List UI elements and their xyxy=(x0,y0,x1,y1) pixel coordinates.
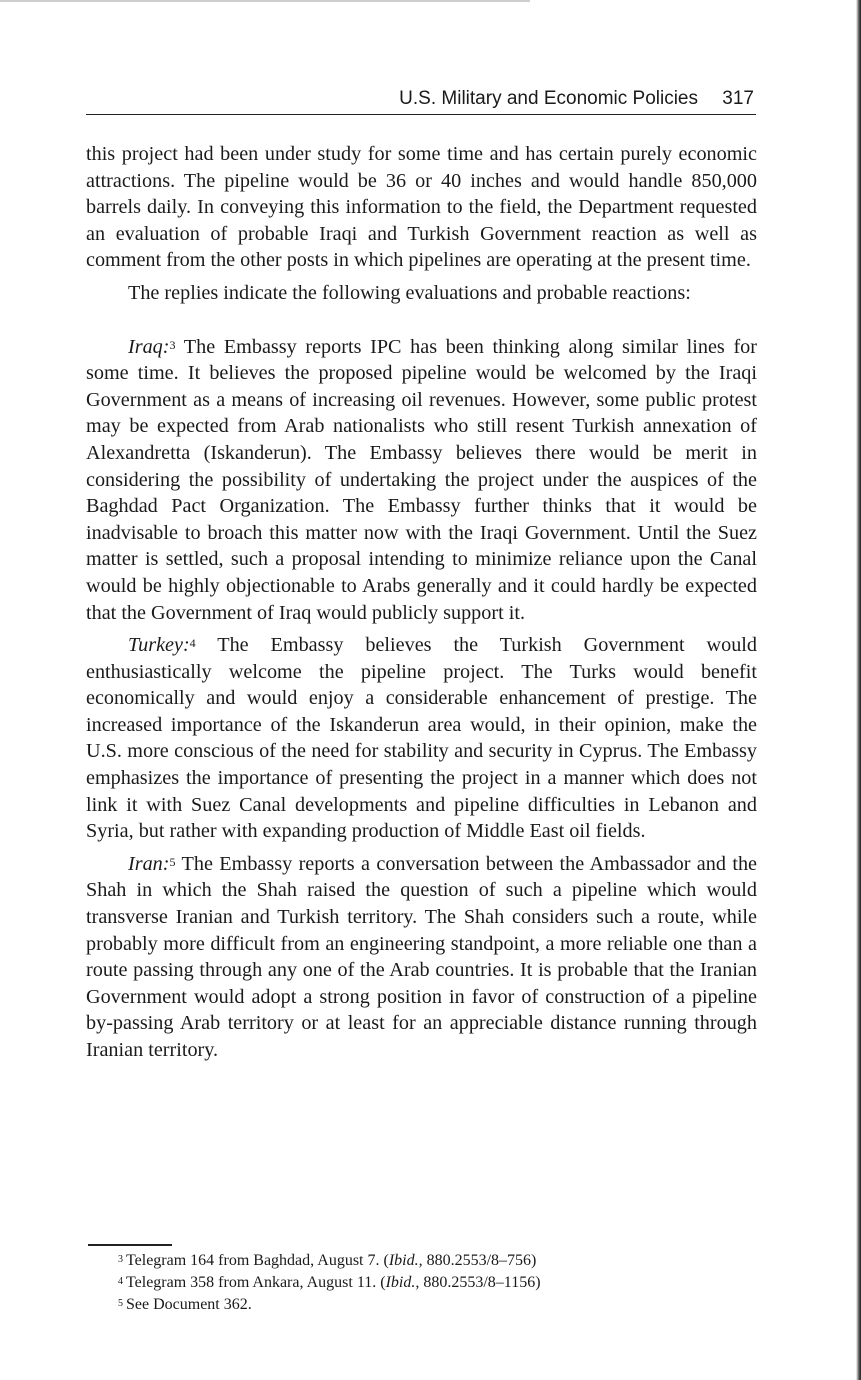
page-number: 317 xyxy=(722,88,754,109)
footnote-number: 5 xyxy=(118,1298,123,1309)
footnote-3 xyxy=(118,1250,738,1272)
footnote-text: Telegram 358 from Ankara, August 11. ( xyxy=(126,1274,386,1291)
scan-right-edge xyxy=(856,0,861,1380)
iran-label: Iran: xyxy=(128,852,170,875)
footnote-ref-4[interactable]: 4 xyxy=(189,636,196,651)
turkey-label: Turkey: xyxy=(128,634,190,657)
paragraph-iran xyxy=(86,851,757,1064)
footnote-divider xyxy=(88,1244,172,1246)
scan-top-edge xyxy=(0,0,530,2)
iraq-label: Iraq: xyxy=(128,335,170,358)
footnote-4 xyxy=(118,1272,738,1294)
footnote-number: 4 xyxy=(118,1276,123,1287)
footnote-ibid: Ibid., xyxy=(385,1274,420,1291)
footnote-5 xyxy=(118,1294,738,1316)
footnote-text: See Document 362. xyxy=(126,1296,252,1313)
footnote-text: Telegram 164 from Baghdad, August 7. ( xyxy=(126,1252,389,1269)
footnote-ibid: Ibid., xyxy=(388,1252,423,1269)
footnote-number: 3 xyxy=(118,1254,123,1265)
footnote-text: 880.2553/8–1156) xyxy=(419,1274,541,1291)
iraq-text: The Embassy reports IPC has been thinking along similar lines for some time. It believes the proposed pipeline would be welcomed by the Iraqi Government as a means of increasing oil revenues. However, some public protest may be expected from Arab nationalists who still resent Turkish annexation of Alexandretta (Iskanderun). The Embassy believes there would be merit in considering the possibility of undertaking the project under the auspices of the Baghdad Pact Organization. The Embassy further thinks that it would be inadvisable to broach this matter now with the Iraqi Government. Until the Suez matter is settled, such a proposal intending to minimize reliance upon the Canal would be highly objectionable to Arabs generally and it could hardly be expected that the Government of Iraq would publicly support it. xyxy=(86,335,757,624)
running-header xyxy=(86,86,756,115)
running-title: U.S. Military and Economic Policies xyxy=(399,88,698,109)
turkey-text: The Embassy believes the Turkish Government would enthusiastically welcome the pipeline project. The Turks would benefit economically and would enjoy a considerable enhancement of prestige. The increased importance of the Iskanderun area would, in their opinion, make the U.S. more conscious of the need for stability and security in Cyprus. The Embassy emphasizes the importance of presenting the project in a manner which does not link it with Suez Canal developments and pipeline difficulties in Lebanon and Syria, but rather with expanding production of Middle East oil fields. xyxy=(86,634,757,843)
body-text xyxy=(86,141,757,1064)
footnote-ref-5[interactable]: 5 xyxy=(169,854,176,869)
footnote-text: 880.2553/8–756) xyxy=(422,1252,537,1269)
paragraph-continuation: this project had been under study for some time and has certain purely economic attractions. The pipeline would be 36 or 40 inches and would handle 850,000 barrels daily. In conveying this information to the field, the Department requested an evaluation of probable Iraqi and Turkish Government reaction as well as comment from the other posts in which pipelines are operating at the present time. xyxy=(86,143,757,272)
iran-text: The Embassy reports a conversation between the Ambassador and the Shah in which the Shah raised the question of such a pipeline which would transverse Iranian and Turkish territory. The Shah considers such a route, while probably more difficult from an engineering standpoint, a more reliable one than a route passing through any one of the Arab countries. It is probable that the Iranian Government would adopt a strong position in favor of construction of a pipeline by-passing Arab territory or at least for an appreciable distance running through Iranian territory. xyxy=(86,852,757,1061)
paragraph-turkey xyxy=(86,632,757,845)
paragraph-iraq xyxy=(86,334,757,627)
footnote-ref-3[interactable]: 3 xyxy=(169,337,176,352)
paragraph-replies: The replies indicate the following evaluations and probable reactions: xyxy=(128,281,691,304)
footnotes xyxy=(118,1250,738,1316)
